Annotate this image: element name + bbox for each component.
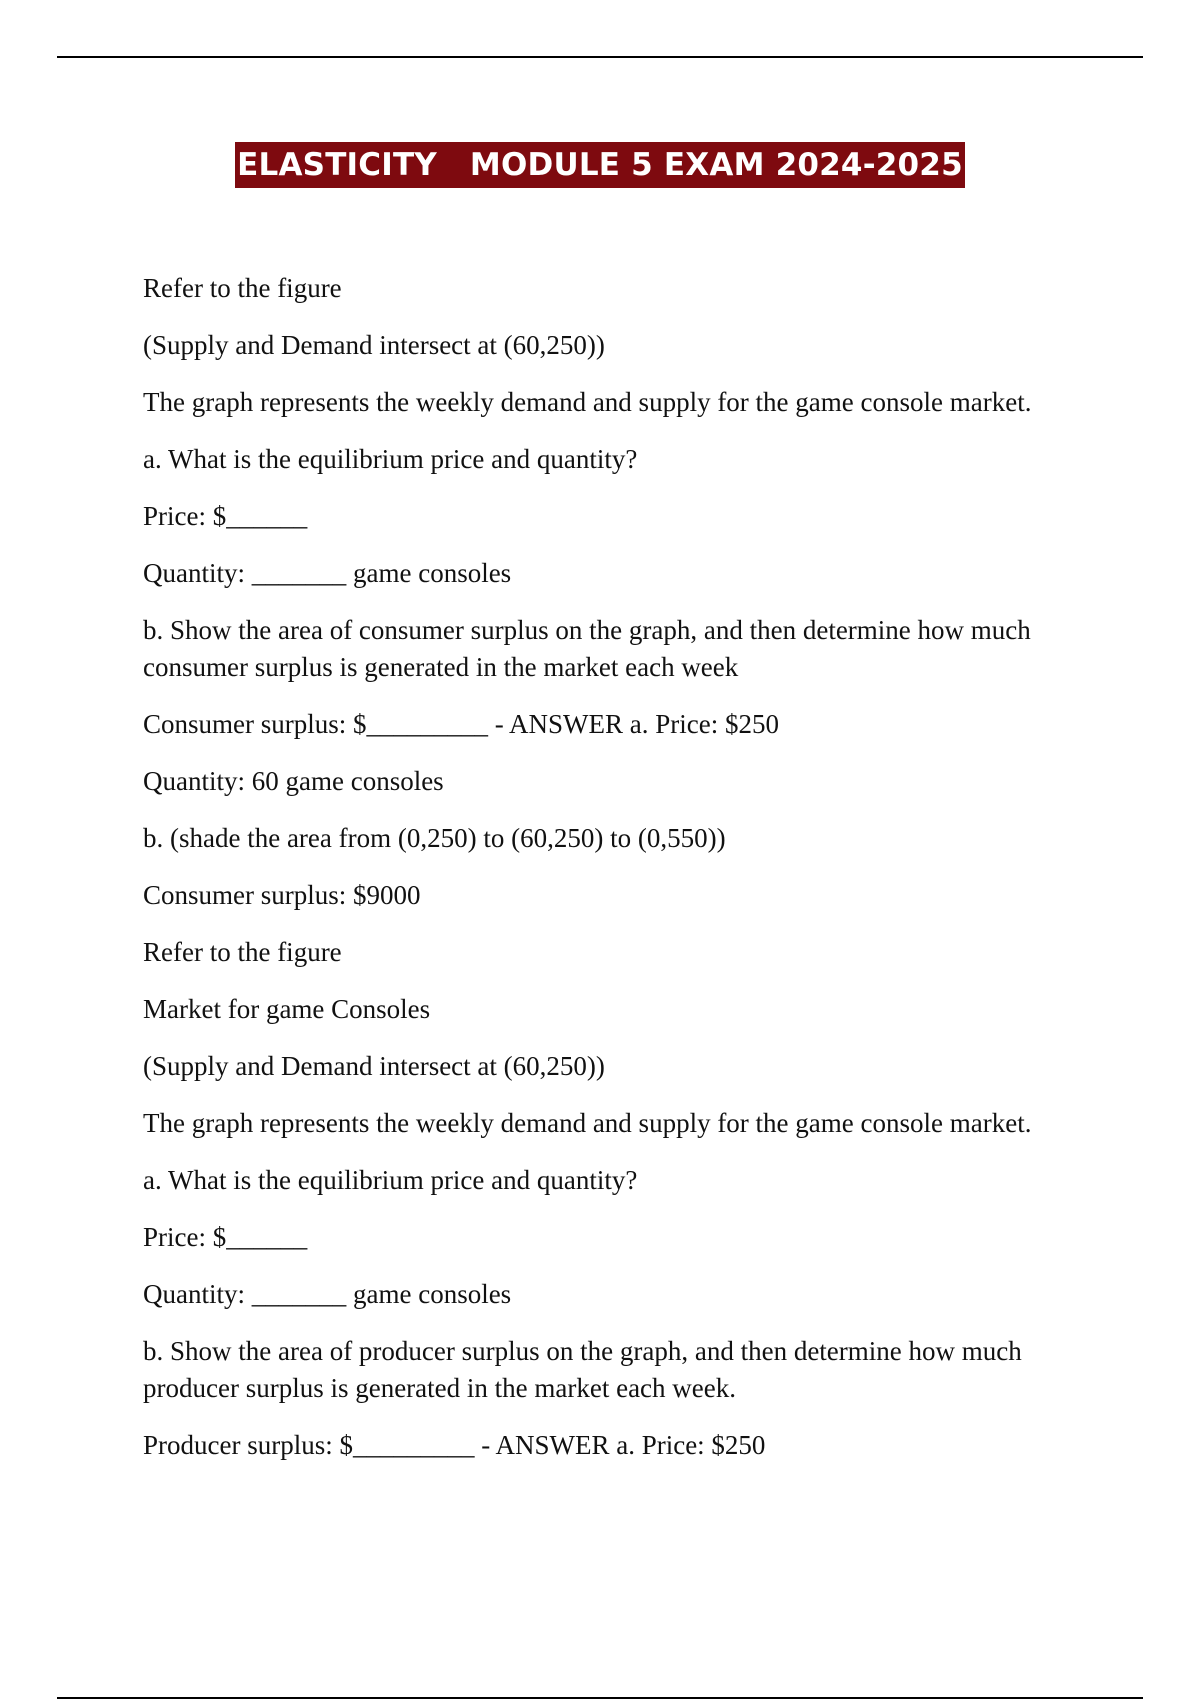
paragraph-13: Market for game Consoles [143,994,431,1024]
paragraph-10: b. (shade the area from (0,250) to (60,250) to (0,550)) [143,823,726,853]
paragraph-1: Refer to the figure [143,273,342,303]
paragraph-5: Price: $______ [143,501,308,531]
paragraph-4: a. What is the equilibrium price and quantity? [143,444,638,474]
top-rule [57,56,1143,58]
paragraph-8: Consumer surplus: $_________ - ANSWER a. Price: $250 [143,709,779,739]
paragraph-3: The graph represents the weekly demand and supply for the game console market. [143,387,1032,417]
paragraph-14: (Supply and Demand intersect at (60,250)) [143,1051,605,1081]
paragraph-17: Price: $______ [143,1222,308,1252]
paragraph-6: Quantity: _______ game consoles [143,558,512,588]
paragraph-18: Quantity: _______ game consoles [143,1279,512,1309]
paragraph-2: (Supply and Demand intersect at (60,250)) [143,330,605,360]
title-banner [0,142,1200,188]
paragraph-19: b. Show the area of producer surplus on the graph, and then determine how much producer surplus is generated in the market each week. [143,1336,1029,1403]
bottom-rule [57,1697,1143,1699]
paragraph-15: The graph represents the weekly demand and supply for the game console market. [143,1108,1032,1138]
document-body [143,270,1083,1464]
paragraph-9: Quantity: 60 game consoles [143,766,444,796]
paragraph-7: b. Show the area of consumer surplus on the graph, and then determine how much consumer surplus is generated in the market each week [143,615,1038,682]
paragraph-16: a. What is the equilibrium price and quantity? [143,1165,638,1195]
paragraph-12: Refer to the figure [143,937,342,967]
paragraph-20: Producer surplus: $_________ - ANSWER a. Price: $250 [143,1430,766,1460]
document-title: ELASTICITY MODULE 5 EXAM 2024-2025 [235,142,965,188]
paragraph-11: Consumer surplus: $9000 [143,880,421,910]
